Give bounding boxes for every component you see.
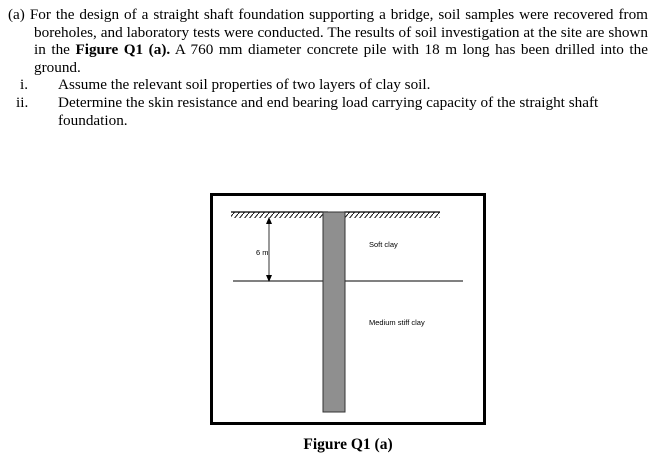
sub-question-number: i. (20, 76, 29, 94)
ground-hatch-right (344, 212, 440, 218)
soft-clay-label: Soft clay (369, 240, 398, 249)
pile-diagram-drawing (213, 196, 483, 422)
part-label: (a) (8, 6, 25, 23)
figure-reference: Figure Q1 (a). (75, 41, 171, 59)
intro-text: For the design of a straight shaft foundation supporting a bridge, soil samples were recovered from boreholes, and laboratory tests were conducted. The results of soil investigation at the site are shown in the (29, 6, 648, 59)
pile-diagram (210, 193, 486, 425)
sub-question-ii (8, 94, 648, 129)
medium-stiff-clay-label: Medium stiff clay (369, 318, 425, 327)
question-intro (8, 6, 648, 76)
ground-hatch-left (231, 212, 328, 218)
sub-question-i (8, 76, 648, 94)
concrete-pile (323, 212, 345, 412)
sub-question-text: Assume the relevant soil properties of two layers of clay soil. (58, 76, 431, 94)
dimension-label: 6 m (256, 248, 269, 257)
dimension-arrow-top (266, 217, 272, 224)
sub-question-number: ii. (16, 93, 29, 111)
intro-text-end: A 760 mm diameter concrete pile with 18 m long has been drilled into the ground. (34, 41, 648, 76)
figure-caption: Figure Q1 (a) (303, 436, 393, 453)
sub-question-text: Determine the skin resistance and end bearing load carrying capacity of the straight shaft foundation. (58, 93, 599, 129)
question-text (8, 6, 648, 129)
